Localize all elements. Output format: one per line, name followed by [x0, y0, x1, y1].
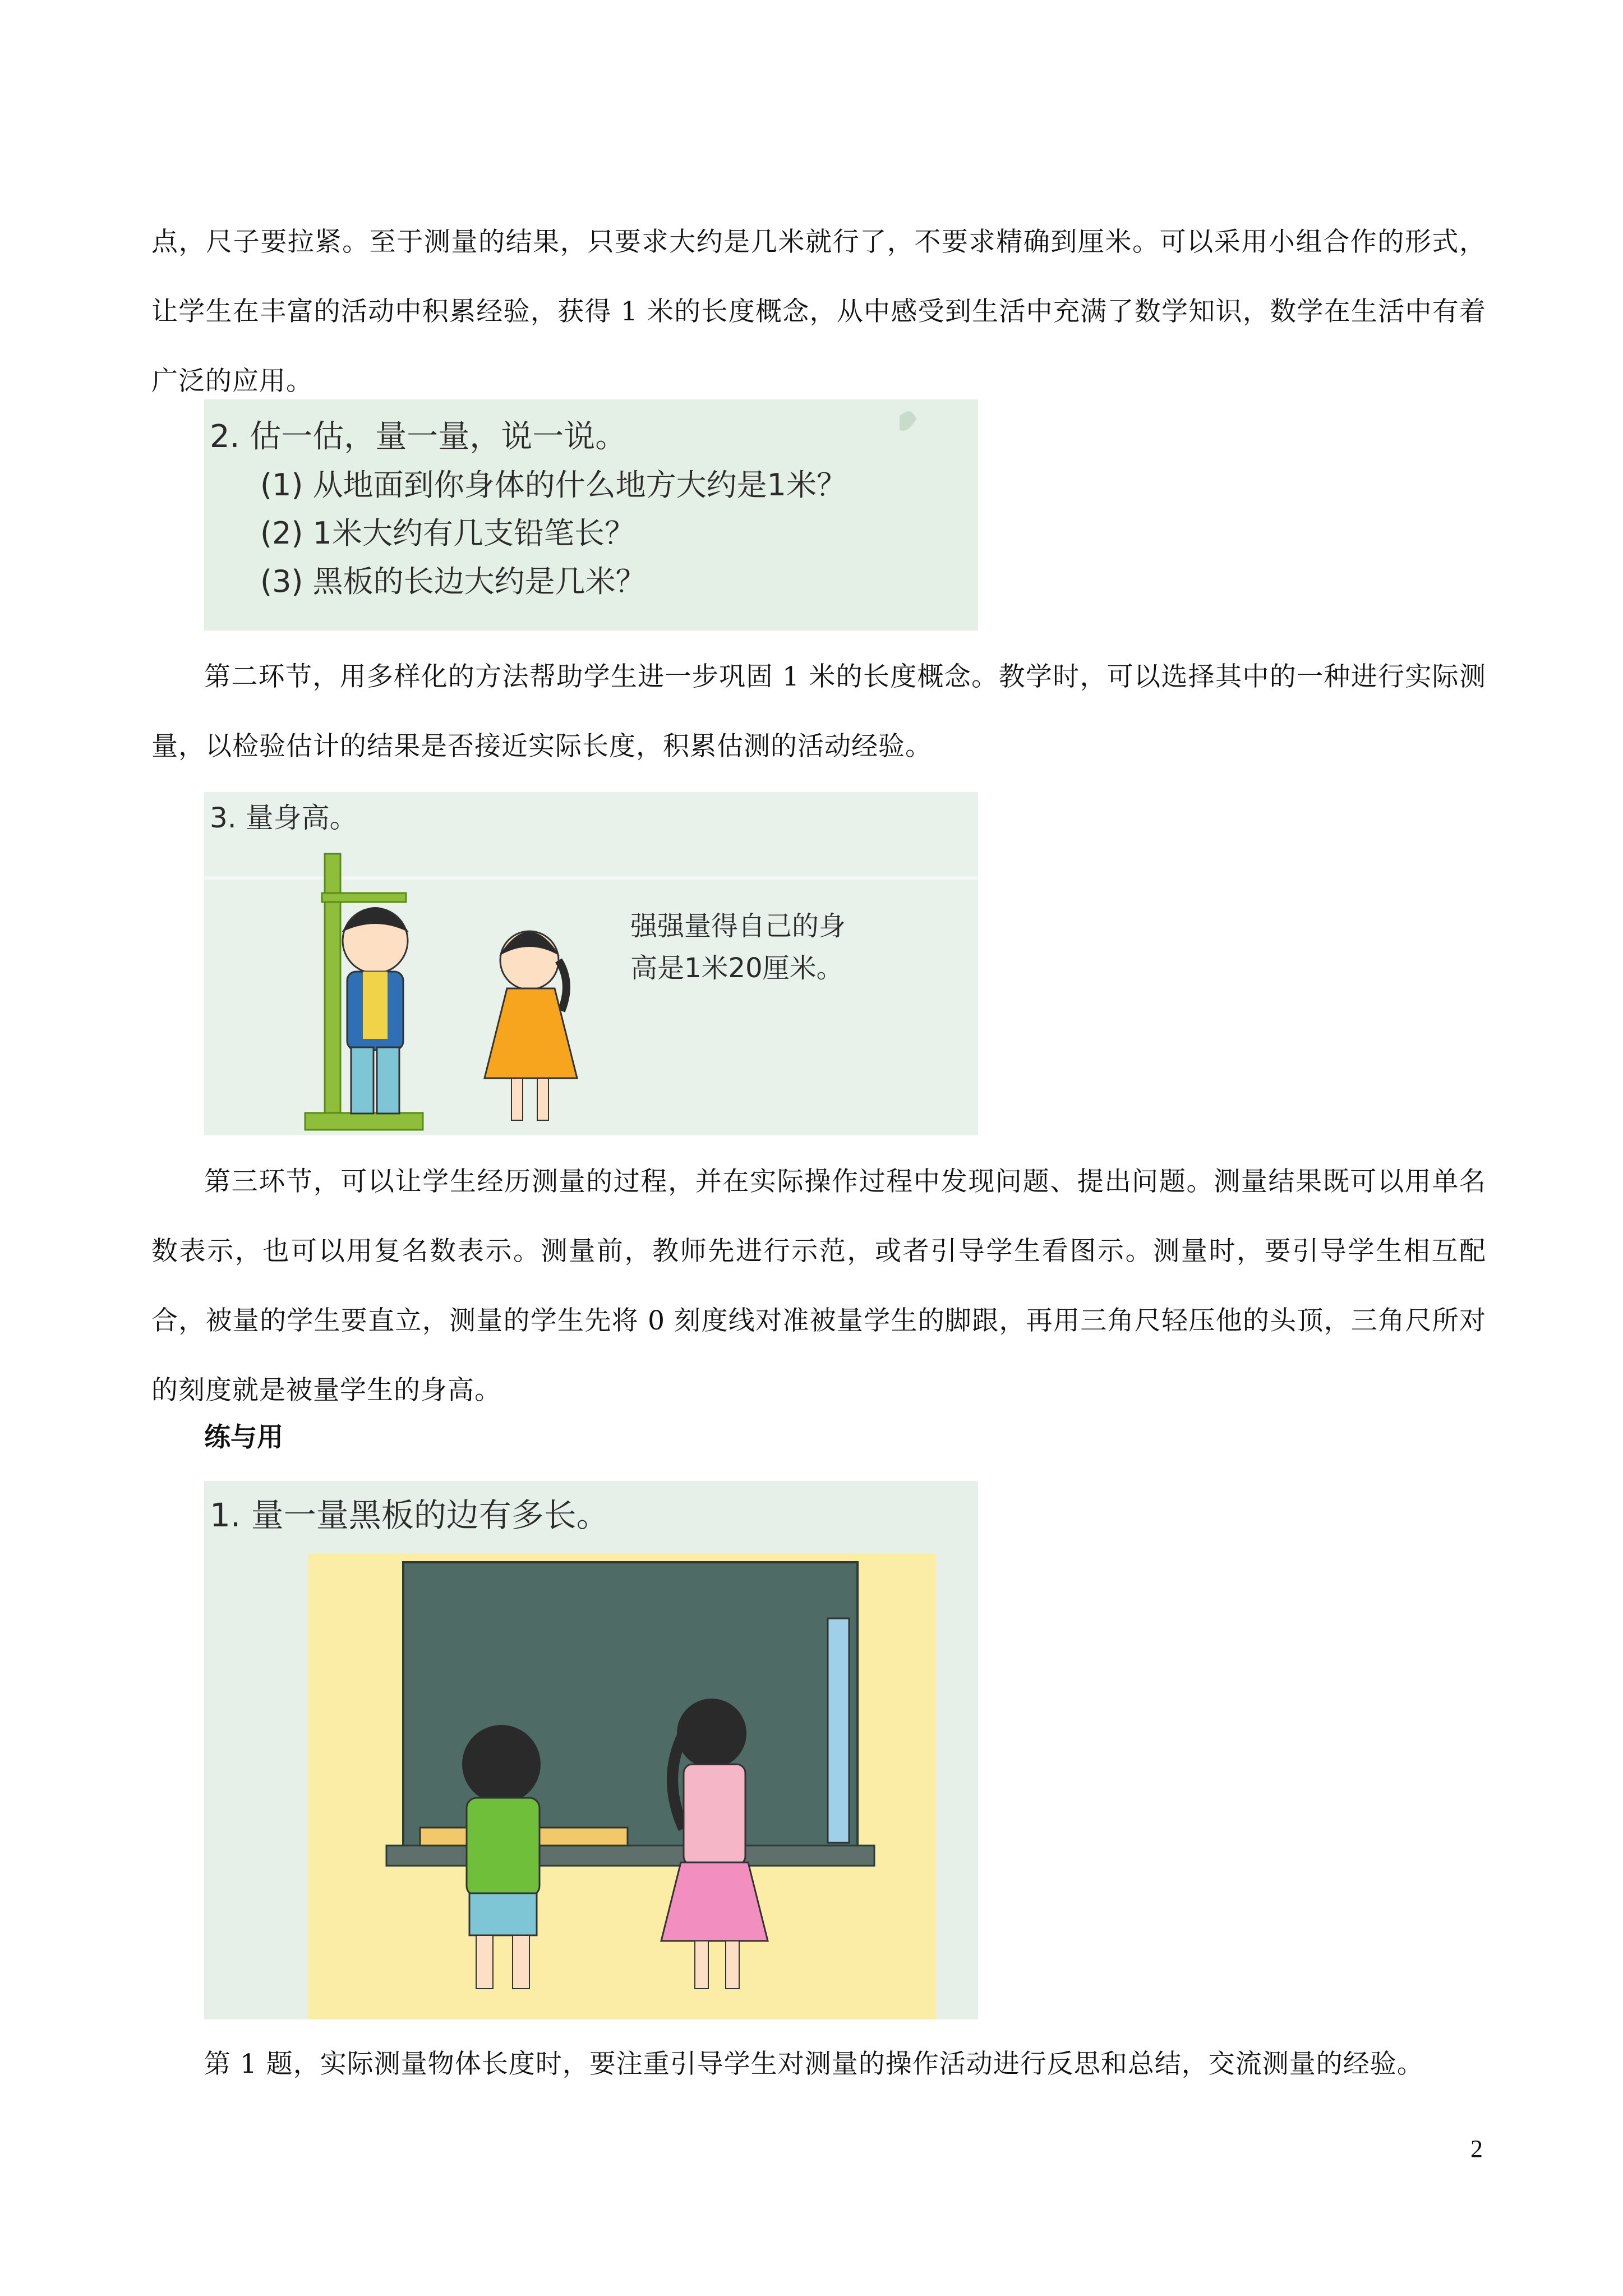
blackboard-illustration: [204, 1481, 978, 2019]
exercise-question-3: (3) 黑板的长边大约是几米？: [260, 564, 646, 599]
exercise-title: 2. 估一估，量一量，说一说。: [210, 418, 627, 455]
section-heading: 练与用: [204, 1422, 283, 1453]
page-number: 2: [1470, 2135, 1483, 2162]
paragraph-second-stage: 第二环节，用多样化的方法帮助学生进一步巩固 1 米的长度概念。教学时，可以选择其中的一种进行实际测量，以检验估计的结果是否接近实际长度，积累估测的活动经验。: [151, 661, 1486, 762]
height-exercise-title: 3. 量身高。: [210, 802, 358, 834]
exercise-question-2: (2) 1米大约有几支铅笔长？: [260, 516, 635, 551]
exercise-question-1: (1) 从地面到你身体的什么地方大约是1米？: [260, 467, 847, 503]
paragraph-third-stage: 第三环节，可以让学生经历测量的过程，并在实际操作过程中发现问题、提出问题。测量结果既可以用单名数表示，也可以用复名数表示。测量前，教师先进行示范，或者引导学生看图示。测量时，要引导学生相互配合，被量的学生要直立，测量的学生先将 0 刻度线对准被量学生的脚跟，再用三角尺轻压他的头顶，三角尺所对的刻度就是被量学生的身高。: [151, 1166, 1486, 1406]
exercise-panel-estimate: [204, 399, 978, 631]
height-illustration: [204, 792, 978, 1135]
blackboard-exercise-title: 1. 量一量黑板的边有多长。: [210, 1496, 609, 1534]
exercise-panel-blackboard: [204, 1481, 978, 2019]
height-caption-line-1: 强强量得自己的身: [630, 910, 846, 942]
paragraph-intro: 点，尺子要拉紧。至于测量的结果，只要求大约是几米就行了，不要求精确到厘米。可以采用小组合作的形式，让学生在丰富的活动中积累经验，获得 1 米的长度概念，从中感受到生活中充满了数学知识，数学在生活中有着广泛的应用。: [151, 227, 1486, 397]
paragraph-exercise-note: 第 1 题，实际测量物体长度时，要注重引导学生对测量的操作活动进行反思和总结，交流测量的经验。: [204, 2049, 1424, 2079]
exercise-panel-height: [204, 792, 978, 1135]
height-caption-line-2: 高是1米20厘米。: [630, 953, 843, 984]
